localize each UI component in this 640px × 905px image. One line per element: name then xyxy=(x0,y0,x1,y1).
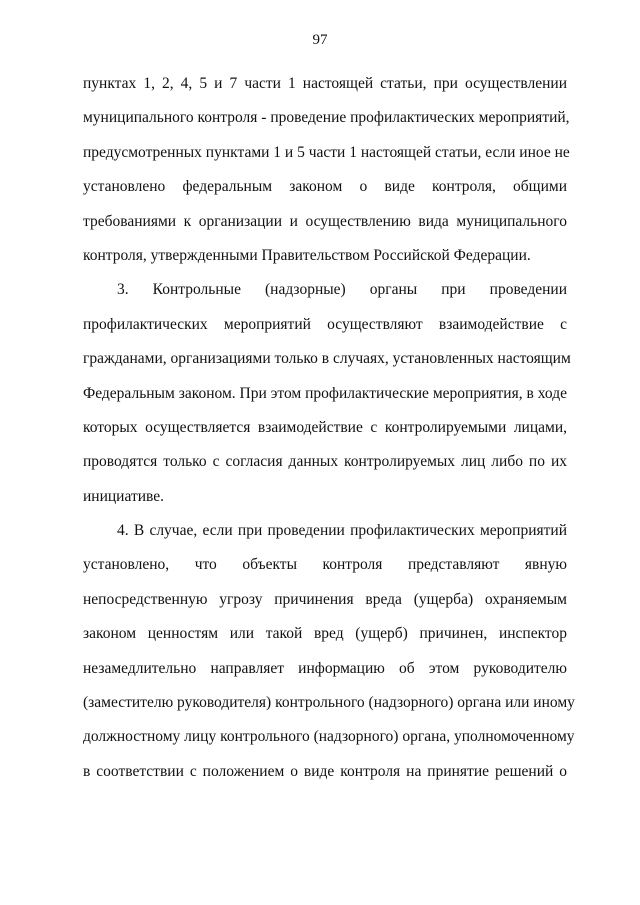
text-line: непосредственную угрозу причинения вреда (ущерба) охраняемым xyxy=(83,590,567,608)
text-line: установлено, что объекты контроля представляют явную xyxy=(83,556,567,574)
text-line: которых осуществляется взаимодействие с контролируемыми лицами, xyxy=(83,418,567,436)
text-line: установлено федеральным законом о виде контроля, общими xyxy=(83,178,567,196)
text-line: незамедлительно направляет информацию об этом руководителю xyxy=(83,659,567,677)
text-line: предусмотренных пунктами 1 и 5 части 1 настоящей статьи, если иное не xyxy=(83,143,570,161)
text-line: муниципального контроля - проведение профилактических мероприятий, xyxy=(83,109,570,127)
text-line: 4. В случае, если при проведении профилактических мероприятий xyxy=(117,522,567,540)
paragraph-clause-4 xyxy=(83,514,575,789)
text-line: профилактических мероприятий осуществляют взаимодействие с xyxy=(83,315,567,333)
text-line: законом ценностям или такой вред (ущерб) причинен, инспектор xyxy=(83,625,567,643)
paragraph-clause-3 xyxy=(83,273,571,514)
text-line: 3. Контрольные (надзорные) органы при проведении xyxy=(117,281,567,299)
document-body xyxy=(83,67,575,789)
text-line: проводятся только с согласия данных контролируемых лиц либо по их xyxy=(83,453,567,471)
text-line: контроля, утвержденными Правительством Российской Федерации. xyxy=(83,246,531,264)
page-number: 97 xyxy=(312,32,328,48)
text-line: гражданами, организациями только в случаях, установленных настоящим xyxy=(83,350,571,368)
text-line: в соответствии с положением о виде контроля на принятие решений о xyxy=(83,762,567,780)
text-line: инициативе. xyxy=(83,487,165,505)
text-line: пунктах 1, 2, 4, 5 и 7 части 1 настоящей статьи, при осуществлении xyxy=(83,75,567,92)
paragraph-continuation xyxy=(83,67,570,273)
text-line: требованиями к организации и осуществлению вида муниципального xyxy=(83,212,567,230)
text-line: Федеральным законом. При этом профилактические мероприятия, в ходе xyxy=(83,384,567,402)
text-line: должностному лицу контрольного (надзорного) органа, уполномоченному xyxy=(83,728,575,746)
text-line: (заместителю руководителя) контрольного (надзорного) органа или иному xyxy=(83,694,575,712)
